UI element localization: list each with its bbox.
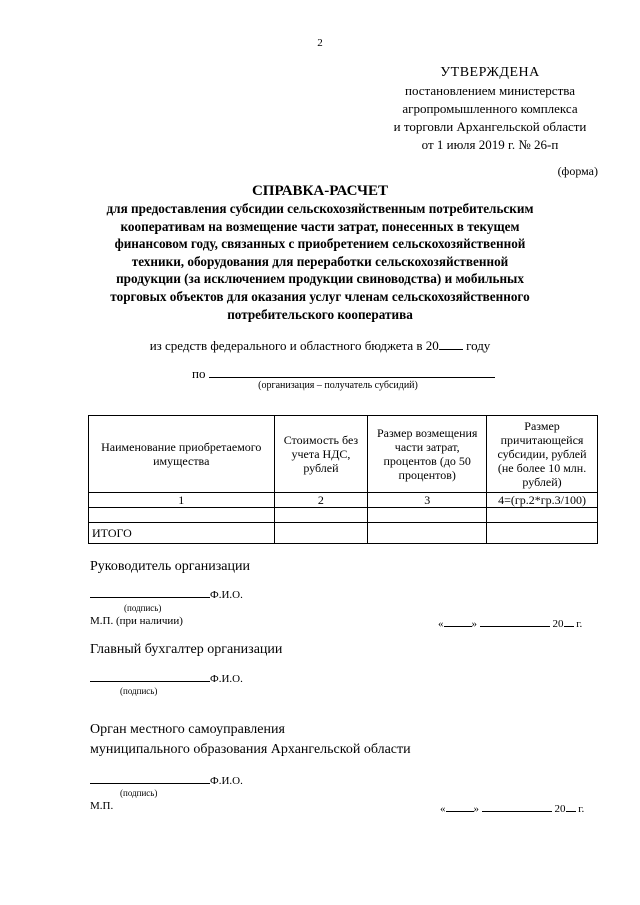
signature-caption: (подпись) (120, 686, 158, 696)
signature-caption: (подпись) (124, 603, 162, 613)
budget-line (0, 338, 640, 354)
total-row (89, 523, 598, 544)
header-cell: Наименование приобретаемого имущества (89, 416, 275, 493)
year-suffix: г. (575, 803, 585, 815)
signature-blank (90, 672, 210, 682)
year-blank (566, 800, 576, 812)
section-accountant-title: Главный бухгалтер организации (90, 642, 283, 657)
total-label: ИТОГО (89, 523, 275, 544)
table-cell[interactable] (89, 508, 275, 523)
calculation-table (88, 415, 598, 544)
organization-caption: (организация – получатель субсидий) (258, 380, 418, 391)
municipality-signature-line (90, 774, 243, 787)
signature-blank (90, 774, 210, 784)
date-quote-close: » (471, 618, 477, 630)
head-signature-line (90, 588, 243, 601)
subtitle-line: кооперативам на возмещение части затрат, понесенных в текущем (120, 218, 520, 234)
signature-blank (90, 588, 210, 598)
subtitle-line: потребительского кооператива (227, 306, 413, 322)
section-municipality-title: Орган местного самоуправления (90, 722, 285, 737)
approval-block (340, 64, 640, 154)
fio-label: Ф.И.О. (210, 673, 243, 685)
subtitle-line: техники, оборудования для переработки сельскохозяйственной (131, 253, 509, 269)
column-number-row (89, 493, 598, 508)
stamp-label: М.П. (при наличии) (90, 615, 183, 627)
day-blank (444, 615, 472, 627)
document-title: СПРАВКА-РАСЧЕТ (251, 183, 389, 199)
table-cell[interactable] (368, 508, 487, 523)
year-blank (439, 338, 463, 350)
table-cell[interactable] (274, 523, 368, 544)
organization-blank (209, 366, 495, 378)
form-label: (форма) (557, 164, 598, 178)
budget-prefix: из средств федерального и областного бюджета в 20 (149, 338, 439, 353)
fio-label: Ф.И.О. (210, 775, 243, 787)
table-row (89, 508, 598, 523)
org-prefix: по (192, 366, 209, 381)
column-number: 1 (89, 493, 275, 508)
stamp-label: М.П. (90, 800, 114, 812)
date-quote-open: « (440, 803, 446, 815)
page-number: 2 (317, 37, 323, 49)
subtitle-line: для предоставления субсидии сельскохозяйственным потребительским (106, 201, 534, 216)
table-header-row (89, 416, 598, 493)
approval-line: и торговли Архангельской области (393, 119, 587, 134)
table-cell[interactable] (274, 508, 368, 523)
section-head-title: Руководитель организации (90, 559, 250, 574)
subtitle-line: продукции (за исключением продукции свиноводства) и мобильных (116, 271, 524, 287)
subtitle-line: финансовом году, связанных с приобретением сельскохозяйственной (114, 236, 526, 252)
accountant-signature-line (90, 672, 243, 685)
subtitle-line: торговых объектов для оказания услуг членам сельскохозяйственного (110, 288, 530, 304)
month-blank (482, 800, 552, 812)
column-number: 2 (274, 493, 368, 508)
signature-caption: (подпись) (120, 788, 158, 798)
month-blank (480, 615, 550, 627)
day-blank (446, 800, 474, 812)
header-cell: Размер возмещения части затрат, процентов (до 50 процентов) (368, 416, 487, 493)
date-line (440, 800, 584, 815)
date-quote-open: « (438, 618, 444, 630)
column-number: 4=(гр.2*гр.3/100) (487, 493, 598, 508)
document-subtitle (60, 200, 580, 323)
approval-line: агропромышленного комплекса (402, 101, 578, 116)
approval-line: от 1 июля 2019 г. № 26-п (421, 137, 559, 152)
fio-label: Ф.И.О. (210, 589, 243, 601)
table-cell[interactable] (368, 523, 487, 544)
year-suffix: г. (573, 618, 583, 630)
year-blank (564, 615, 574, 627)
table-cell[interactable] (487, 508, 598, 523)
section-municipality-title-line2: муниципального образования Архангельской области (90, 742, 411, 757)
approval-title: УТВЕРЖДЕНА (440, 65, 540, 80)
header-cell: Размер причитающейся субсидии, рублей (не более 10 млн. рублей) (487, 416, 598, 493)
header-cell: Стоимость без учета НДС, рублей (274, 416, 368, 493)
date-quote-close: » (473, 803, 479, 815)
approval-line: постановлением министерства (404, 83, 575, 98)
table-cell[interactable] (487, 523, 598, 544)
year-prefix: 20 (551, 803, 566, 815)
date-line (438, 615, 582, 630)
budget-suffix: году (462, 338, 491, 353)
column-number: 3 (368, 493, 487, 508)
year-prefix: 20 (549, 618, 564, 630)
